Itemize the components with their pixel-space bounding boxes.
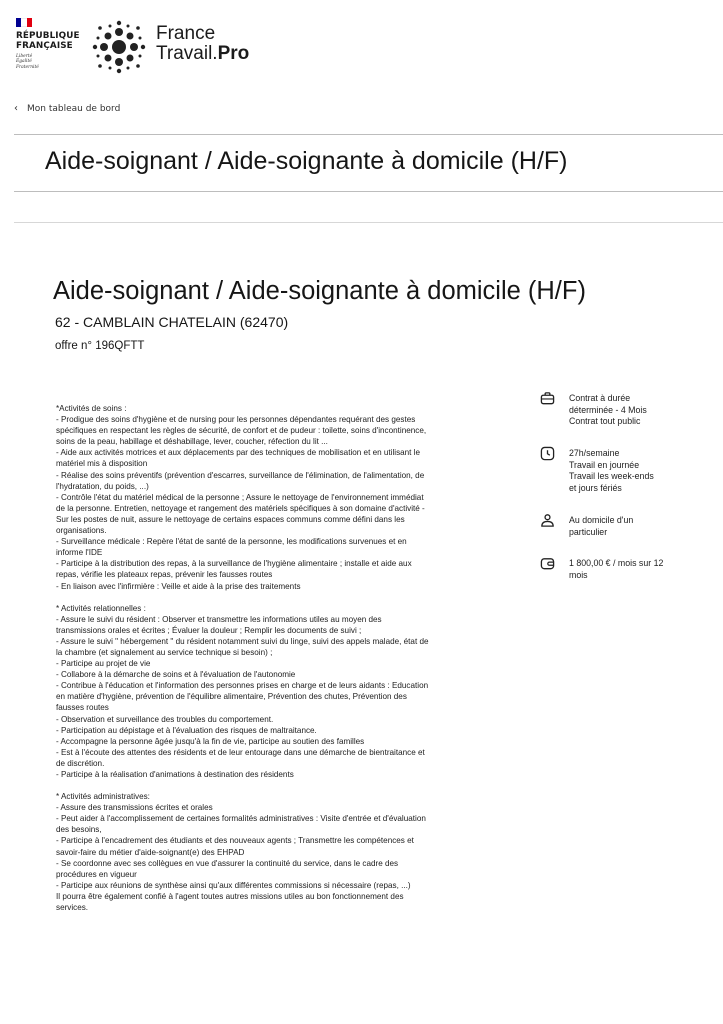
divider <box>14 222 723 223</box>
offer-location: 62 - CAMBLAIN CHATELAIN (62470) <box>55 314 289 330</box>
marianne-flag-icon <box>16 18 32 27</box>
detail-line: 1 800,00 € / mois sur 12 <box>569 558 664 568</box>
description-line: la chambre (et signalement au service technique si besoin) ; <box>56 647 273 657</box>
description-line: - Participe au projet de vie <box>56 659 151 669</box>
description-line: - Participe aux réunions de synthèse ainsi qu'aux différentes commissions si nécessaire (repas, ...) <box>56 880 411 890</box>
description-line: services. <box>56 903 89 913</box>
description-line: - Réalise des soins préventifs (prévention d'escarres, surveillance de l'élimination, de l'alimentation, de <box>56 470 425 480</box>
detail-line: Contrat à durée <box>569 393 631 403</box>
description-line: organisations. <box>56 526 107 536</box>
schedule-detail <box>540 448 654 494</box>
offer-description <box>56 403 476 913</box>
description-line: fausses routes <box>56 703 109 713</box>
description-line: informe l'IDE <box>56 548 103 558</box>
description-line: repas, vérifie les plateaux repas, prévenir les fausses routes <box>56 570 273 580</box>
description-line: *Activités de soins : <box>56 404 127 413</box>
description-line: - Se coordonne avec ses collègues en vue d'assurer la continuité du service, dans le cadre des <box>56 858 399 868</box>
brand-line2: Travail. <box>156 43 218 64</box>
detail-line: Travail en journée <box>569 459 640 470</box>
detail-line: Contrat tout public <box>569 416 641 426</box>
description-line: - Aide aux activités motrices et aux déplacements par des techniques de mobilisation et en utilisant le <box>56 448 421 458</box>
salary-detail <box>540 558 663 581</box>
description-line: - Contribue à l'éducation et l'information des personnes prises en charge et de leurs aidants : Education <box>56 681 429 691</box>
description-line: de la personne. Entretien, nettoyage et rangement des matériels spécifiques à son domaine d'activité - <box>56 503 425 513</box>
description-line: - Participe à la distribution des repas, à la surveillance de l'hygiène alimentaire ; installe et aide aux <box>56 559 412 569</box>
description-line: Sur les postes de nuit, assure le nettoyage de certains espaces communs comme défini dans les <box>56 514 405 524</box>
description-line: - Participe à l'encadrement des étudiants et des nouveaux agents ; Transmettre les compétences et <box>56 836 414 846</box>
description-line: - Peut aider à l'accomplissement de certaines formalités administratives : Visite d'entrée et d'évaluation <box>56 814 426 824</box>
description-line: en matière d'hygiène, prévention de l'équilibre alimentaire, Prévention des chutes, Prévention des <box>56 692 407 702</box>
detail-line: particulier <box>569 526 608 537</box>
description-line: - En liaison avec l'infirmière : Veille et aide à la prise des traitements <box>56 581 301 591</box>
description-section <box>56 603 476 781</box>
person-icon <box>540 513 555 528</box>
description-line: - Surveillance médicale : Repère l'état de santé de la personne, les modifications survenues et en <box>56 537 407 547</box>
description-line: - Collabore à la démarche de soins et à l'évaluation de l'autonomie <box>56 670 296 680</box>
back-link-label: Mon tableau de bord <box>27 103 121 114</box>
workplace-detail <box>540 515 633 538</box>
description-line: - Contrôle l'état du matériel médical de la personne ; Assure le nettoyage de l'environnement immédiat <box>56 492 424 502</box>
description-line: - Assure des transmissions écrites et orales <box>56 803 213 813</box>
description-line: * Activités relationnelles : <box>56 603 146 613</box>
description-line: - Accompagne la personne âgée jusqu'à la fin de vie, participe au soutien des familles <box>56 736 365 746</box>
description-line: de discrétion. <box>56 758 105 768</box>
description-line: - Observation et surveillance des troubles du comportement. <box>56 714 274 724</box>
detail-line: mois <box>569 569 588 580</box>
page-title: Aide-soignant / Aide-soignante à domicile (H/F) <box>45 147 568 175</box>
offer-title: Aide-soignant / Aide-soignante à domicile (H/F) <box>53 277 586 305</box>
description-line: des besoins, <box>56 825 102 835</box>
dots-constellation-icon[interactable] <box>92 20 147 75</box>
chevron-left-icon: ‹ <box>14 103 18 114</box>
description-section <box>56 791 476 913</box>
description-line: soins de la peau, habillage et déshabillage, lever, coucher, réfection du lit ... <box>56 437 328 447</box>
offer-number: offre n° 196QFTT <box>55 340 145 352</box>
description-line: transmissions orales et écrites ; Évaluer la douleur ; Remplir les documents de suivi ; <box>56 625 362 635</box>
wallet-icon <box>540 556 555 571</box>
description-line: Il pourra être également confié à l'agent toutes autres missions utiles au bon fonctionnement des <box>56 891 404 901</box>
detail-line: Travail les week-ends <box>569 471 654 481</box>
divider <box>14 134 723 135</box>
republique-motto: Liberté Égalité Fraternité <box>16 54 39 70</box>
description-line: spécifiques en respectant les règles de sécurité, de confort et de pudeur : toilette, soins d'incontinence, <box>56 426 427 436</box>
description-section <box>56 403 476 592</box>
description-line: procédures en vigueur <box>56 869 137 879</box>
republique-francaise-label: RÉPUBLIQUE FRANÇAISE <box>16 31 80 51</box>
description-line: matériel mis à disposition <box>56 459 148 469</box>
description-line: - Participation au dépistage et à l'évaluation des risques de maltraitance. <box>56 725 317 735</box>
republique-francaise-logo <box>16 18 86 70</box>
clock-icon <box>540 446 555 461</box>
description-line: savoir-faire du métier d'aide-soignant(e) des EHPAD <box>56 847 245 857</box>
detail-line: Au domicile d'un <box>569 515 634 525</box>
contract-detail <box>540 393 647 428</box>
detail-line: 27h/semaine <box>569 448 620 458</box>
briefcase-icon <box>540 391 555 406</box>
description-line: - Participe à la réalisation d'animations à destination des résidents <box>56 770 294 779</box>
description-line: * Activités administratives: <box>56 792 150 802</box>
detail-line: déterminée - 4 Mois <box>569 404 647 415</box>
brand-pro: Pro <box>217 43 250 64</box>
description-line: - Est à l'écoute des attentes des résidents et de leur entourage dans une démarche de bientraitance et <box>56 747 425 757</box>
brand-line1: France <box>156 23 216 44</box>
detail-line: et jours fériés <box>569 482 622 493</box>
description-line: - Assure le suivi " hébergement " du résident notamment suivi du linge, suivi des appels malade, état de <box>56 636 429 646</box>
back-link[interactable] <box>14 103 120 114</box>
divider <box>14 191 723 192</box>
description-line: l'hydratation, du poids, ...) <box>56 481 149 491</box>
description-line: - Assure le suivi du résident : Observer et transmettre les informations utiles au moyen des <box>56 614 382 624</box>
france-travail-pro-logo[interactable] <box>156 24 249 64</box>
description-line: - Prodigue des soins d'hygiène et de nursing pour les personnes dépendantes requérant des gestes <box>56 415 416 425</box>
